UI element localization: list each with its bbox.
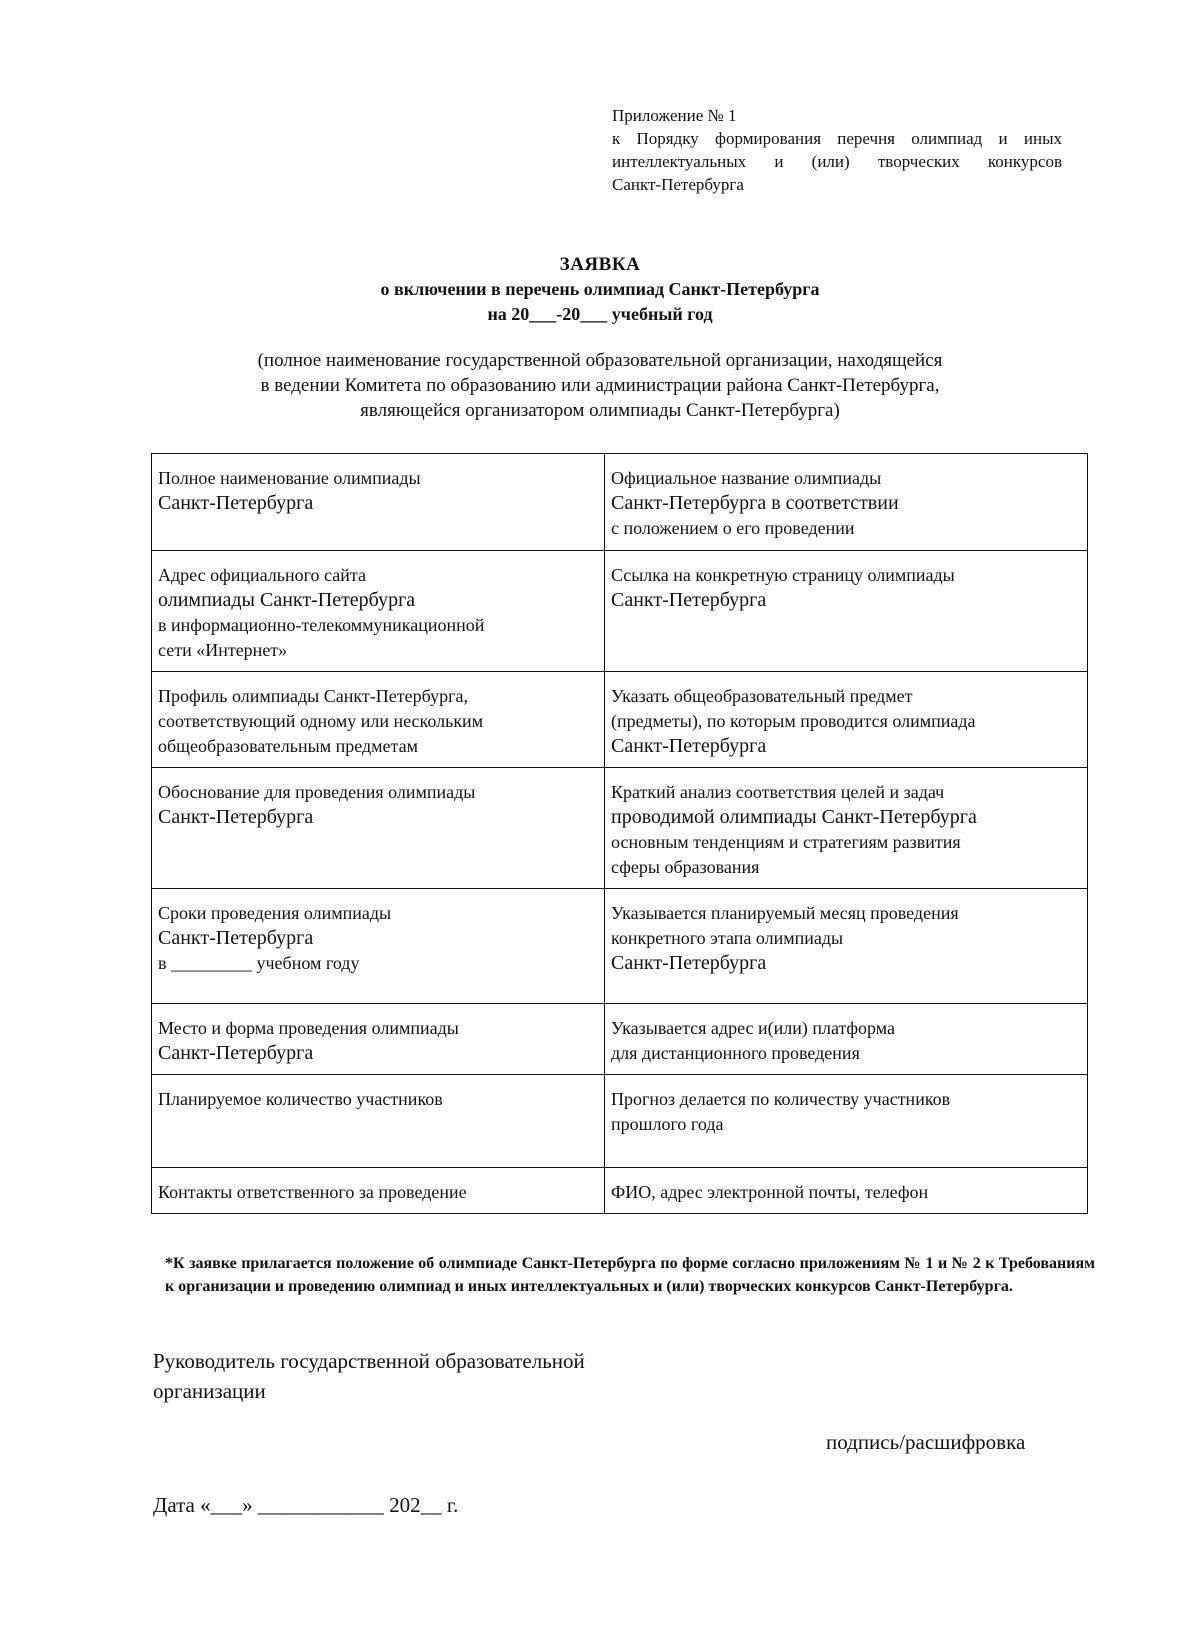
cell-text-line: прошлого года bbox=[611, 1114, 724, 1134]
table-row bbox=[152, 1075, 1088, 1168]
cell-text-line: Санкт-Петербурга bbox=[611, 589, 767, 611]
footnote: *К заявке прилагается положение об олимпиаде Санкт-Петербурга по форме согласно приложениям № 1 и № 2 к Требованиям к организации и проведению олимпиад и иных интеллектуальных и (или) творческих конкурсов Санкт-Петербурга. bbox=[165, 1255, 1095, 1295]
cell-text-line: Краткий анализ соответствия целей и задач bbox=[611, 782, 945, 802]
table-row bbox=[152, 551, 1088, 672]
appendix-line-2: к Порядку формирования перечня олимпиад и иных bbox=[612, 129, 1062, 148]
cell-text-line: Указывается адрес и(или) платформа bbox=[611, 1018, 896, 1038]
field-label-cell bbox=[152, 1004, 605, 1075]
appendix-line-4: Санкт-Петербурга bbox=[612, 175, 744, 194]
cell-text-line: общеобразовательным предметам bbox=[158, 736, 418, 756]
cell-text-line: Сроки проведения олимпиады bbox=[158, 903, 392, 923]
cell-text-line: Ссылка на конкретную страницу олимпиады bbox=[611, 565, 955, 585]
cell-text-line: Указать общеобразовательный предмет bbox=[611, 686, 913, 706]
table-row bbox=[152, 1004, 1088, 1075]
field-hint-cell bbox=[605, 889, 1088, 1004]
appendix-line-3: интеллектуальных и (или) творческих конкурсов bbox=[612, 152, 1062, 171]
table-row bbox=[152, 672, 1088, 768]
cell-text-line: Санкт-Петербурга в соответствии bbox=[611, 492, 899, 514]
cell-text-line: основным тенденциям и стратегиям развития bbox=[611, 832, 961, 852]
head-line-2: организации bbox=[153, 1379, 266, 1403]
field-label-cell bbox=[152, 672, 605, 768]
field-hint-cell bbox=[605, 1075, 1088, 1168]
cell-text-line: Официальное название олимпиады bbox=[611, 468, 882, 488]
cell-text-line: Санкт-Петербурга bbox=[158, 492, 314, 514]
table-row bbox=[152, 1168, 1088, 1214]
title-line-2: о включении в перечень олимпиад Санкт-Петербурга bbox=[380, 279, 820, 299]
cell-text-line: Полное наименование олимпиады bbox=[158, 468, 421, 488]
appendix-header bbox=[612, 104, 1062, 196]
signature-caption: подпись/расшифровка bbox=[826, 1430, 1026, 1454]
cell-text-line: ФИО, адрес электронной почты, телефон bbox=[611, 1182, 929, 1202]
cell-text-line: в _________ учебном году bbox=[158, 953, 360, 973]
cell-text-line: Обоснование для проведения олимпиады bbox=[158, 782, 476, 802]
cell-text-line: Санкт-Петербурга bbox=[158, 927, 314, 949]
cell-text-line: Прогноз делается по количеству участников bbox=[611, 1089, 951, 1109]
field-hint-cell bbox=[605, 551, 1088, 672]
field-label-cell bbox=[152, 768, 605, 889]
document-title bbox=[0, 252, 1200, 327]
cell-text-line: соответствующий одному или нескольким bbox=[158, 711, 484, 731]
cell-text-line: с положением о его проведении bbox=[611, 518, 855, 538]
field-hint-cell bbox=[605, 768, 1088, 889]
field-hint-cell bbox=[605, 454, 1088, 551]
cell-text-line: Санкт-Петербурга bbox=[611, 952, 767, 974]
field-hint-cell bbox=[605, 672, 1088, 768]
cell-text-line: Профиль олимпиады Санкт-Петербурга, bbox=[158, 686, 468, 706]
field-label-cell bbox=[152, 551, 605, 672]
field-label-cell bbox=[152, 1168, 605, 1214]
subtitle-line-3: являющейся организатором олимпиады Санкт-Петербурга) bbox=[360, 400, 840, 421]
cell-text-line: для дистанционного проведения bbox=[611, 1043, 860, 1063]
cell-text-line: Планируемое количество участников bbox=[158, 1089, 443, 1109]
cell-text-line: сферы образования bbox=[611, 857, 760, 877]
organization-caption bbox=[0, 348, 1200, 423]
cell-text-line: олимпиады Санкт-Петербурга bbox=[158, 589, 416, 611]
cell-text-line: Адрес официального сайта bbox=[158, 565, 366, 585]
head-signature-label bbox=[153, 1346, 585, 1406]
field-hint-cell bbox=[605, 1004, 1088, 1075]
cell-text-line: проводимой олимпиады Санкт-Петербурга bbox=[611, 806, 977, 828]
field-hint-cell bbox=[605, 1168, 1088, 1214]
subtitle-line-2: в ведении Комитета по образованию или администрации района Санкт-Петербурга, bbox=[260, 375, 940, 396]
cell-text-line: (предметы), по которым проводится олимпиада bbox=[611, 711, 976, 731]
cell-text-line: сети «Интернет» bbox=[158, 640, 288, 660]
cell-text-line: Санкт-Петербурга bbox=[158, 1042, 314, 1064]
title-line-3: на 20___-20___ учебный год bbox=[487, 304, 713, 324]
application-table bbox=[151, 453, 1088, 1214]
table-row bbox=[152, 768, 1088, 889]
table-row bbox=[152, 454, 1088, 551]
subtitle-line-1: (полное наименование государственной образовательной организации, находящейся bbox=[257, 350, 943, 371]
cell-text-line: Санкт-Петербурга bbox=[611, 735, 767, 757]
cell-text-line: Указывается планируемый месяц проведения bbox=[611, 903, 959, 923]
field-label-cell bbox=[152, 889, 605, 1004]
cell-text-line: Место и форма проведения олимпиады bbox=[158, 1018, 459, 1038]
table-row bbox=[152, 889, 1088, 1004]
date-line: Дата «___» ____________ 202__ г. bbox=[153, 1493, 459, 1517]
cell-text-line: Контакты ответственного за проведение bbox=[158, 1182, 467, 1202]
appendix-number: Приложение № 1 bbox=[612, 106, 737, 125]
field-label-cell bbox=[152, 1075, 605, 1168]
title-main: ЗАЯВКА bbox=[559, 254, 641, 275]
field-label-cell bbox=[152, 454, 605, 551]
cell-text-line: конкретного этапа олимпиады bbox=[611, 928, 844, 948]
head-line-1: Руководитель государственной образовательной bbox=[153, 1349, 585, 1373]
cell-text-line: в информационно-телекоммуникационной bbox=[158, 615, 485, 635]
cell-text-line: Санкт-Петербурга bbox=[158, 806, 314, 828]
